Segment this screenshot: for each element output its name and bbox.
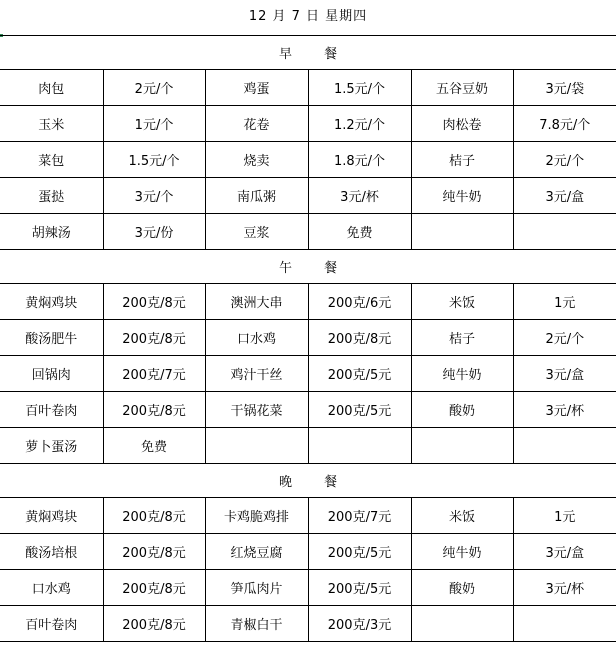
table-row [0, 320, 616, 356]
dish-name-cell: 蛋挞 [0, 178, 103, 214]
dish-name-cell: 桔子 [411, 142, 513, 178]
dish-name-cell [411, 606, 513, 642]
dish-name-cell: 青椒白干 [205, 606, 308, 642]
dish-name-cell: 萝卜蛋汤 [0, 428, 103, 464]
table-row [0, 534, 616, 570]
dish-name-cell: 酸奶 [411, 570, 513, 606]
price-cell: 1.5元/个 [308, 70, 411, 106]
dish-name-cell: 百叶卷肉 [0, 606, 103, 642]
menu-table [0, 35, 616, 642]
dish-name-cell [411, 428, 513, 464]
dish-name-cell: 口水鸡 [205, 320, 308, 356]
price-cell: 1元/个 [103, 106, 205, 142]
dish-name-cell: 桔子 [411, 320, 513, 356]
price-cell: 2元/个 [103, 70, 205, 106]
dish-name-cell: 纯牛奶 [411, 356, 513, 392]
dish-name-cell: 菜包 [0, 142, 103, 178]
price-cell: 200克/7元 [103, 356, 205, 392]
dish-name-cell: 玉米 [0, 106, 103, 142]
price-cell: 200克/3元 [308, 606, 411, 642]
price-cell: 3元/份 [103, 214, 205, 250]
price-cell: 3元/个 [103, 178, 205, 214]
price-cell: 1元 [513, 498, 616, 534]
price-cell: 2元/个 [513, 320, 616, 356]
price-cell [513, 214, 616, 250]
price-cell: 1.5元/个 [103, 142, 205, 178]
dish-name-cell: 酸汤肥牛 [0, 320, 103, 356]
price-cell: 3元/盒 [513, 356, 616, 392]
table-row [0, 428, 616, 464]
dish-name-cell: 米饭 [411, 284, 513, 320]
dish-name-cell: 百叶卷肉 [0, 392, 103, 428]
price-cell: 1.2元/个 [308, 106, 411, 142]
price-cell: 200克/6元 [308, 284, 411, 320]
dish-name-cell: 酸奶 [411, 392, 513, 428]
price-cell: 免费 [308, 214, 411, 250]
dish-name-cell: 干锅花菜 [205, 392, 308, 428]
dish-name-cell: 卡鸡脆鸡排 [205, 498, 308, 534]
breakfast-section-title: 早 餐 [0, 36, 616, 70]
price-cell [513, 428, 616, 464]
price-cell: 200克/5元 [308, 534, 411, 570]
table-row [0, 142, 616, 178]
price-cell: 7.8元/个 [513, 106, 616, 142]
dish-name-cell [411, 214, 513, 250]
breakfast-header-row [0, 36, 616, 70]
price-cell: 3元/袋 [513, 70, 616, 106]
price-cell: 200克/7元 [308, 498, 411, 534]
dish-name-cell: 鸡汁干丝 [205, 356, 308, 392]
dish-name-cell: 烧卖 [205, 142, 308, 178]
price-cell [308, 428, 411, 464]
price-cell: 200克/5元 [308, 570, 411, 606]
menu-table-body [0, 36, 616, 642]
price-cell: 200克/8元 [103, 320, 205, 356]
dish-name-cell: 豆浆 [205, 214, 308, 250]
table-row [0, 178, 616, 214]
price-cell: 200克/8元 [103, 570, 205, 606]
dish-name-cell: 酸汤培根 [0, 534, 103, 570]
table-row [0, 392, 616, 428]
price-cell: 200克/8元 [103, 284, 205, 320]
dish-name-cell: 鸡蛋 [205, 70, 308, 106]
dish-name-cell: 口水鸡 [0, 570, 103, 606]
price-cell: 200克/5元 [308, 392, 411, 428]
price-cell: 3元/杯 [513, 392, 616, 428]
table-row [0, 570, 616, 606]
dish-name-cell: 回锅肉 [0, 356, 103, 392]
price-cell: 200克/8元 [308, 320, 411, 356]
table-row [0, 214, 616, 250]
dish-name-cell: 肉松卷 [411, 106, 513, 142]
price-cell: 免费 [103, 428, 205, 464]
dish-name-cell: 胡辣汤 [0, 214, 103, 250]
dish-name-cell: 肉包 [0, 70, 103, 106]
dinner-header-row [0, 464, 616, 498]
dish-name-cell: 笋瓜肉片 [205, 570, 308, 606]
dish-name-cell: 黄焖鸡块 [0, 498, 103, 534]
page-title: 12 月 7 日 星期四 [248, 9, 368, 24]
price-cell [513, 606, 616, 642]
price-cell: 1.8元/个 [308, 142, 411, 178]
table-row [0, 606, 616, 642]
price-cell: 3元/杯 [513, 570, 616, 606]
dish-name-cell: 澳洲大串 [205, 284, 308, 320]
table-row [0, 498, 616, 534]
table-row [0, 106, 616, 142]
price-cell: 3元/杯 [308, 178, 411, 214]
dish-name-cell: 花卷 [205, 106, 308, 142]
price-cell: 200克/8元 [103, 498, 205, 534]
dish-name-cell: 五谷豆奶 [411, 70, 513, 106]
dish-name-cell [205, 428, 308, 464]
dish-name-cell: 红烧豆腐 [205, 534, 308, 570]
price-cell: 200克/8元 [103, 392, 205, 428]
price-cell: 200克/8元 [103, 534, 205, 570]
lunch-section-title: 午 餐 [0, 250, 616, 284]
table-row [0, 284, 616, 320]
table-row [0, 356, 616, 392]
price-cell: 3元/盒 [513, 178, 616, 214]
table-row [0, 70, 616, 106]
dish-name-cell: 南瓜粥 [205, 178, 308, 214]
price-cell: 200克/8元 [103, 606, 205, 642]
price-cell: 1元 [513, 284, 616, 320]
dish-name-cell: 纯牛奶 [411, 534, 513, 570]
dish-name-cell: 纯牛奶 [411, 178, 513, 214]
dish-name-cell: 米饭 [411, 498, 513, 534]
price-cell: 200克/5元 [308, 356, 411, 392]
price-cell: 3元/盒 [513, 534, 616, 570]
dinner-section-title: 晚 餐 [0, 464, 616, 498]
price-cell: 2元/个 [513, 142, 616, 178]
dish-name-cell: 黄焖鸡块 [0, 284, 103, 320]
lunch-header-row [0, 250, 616, 284]
